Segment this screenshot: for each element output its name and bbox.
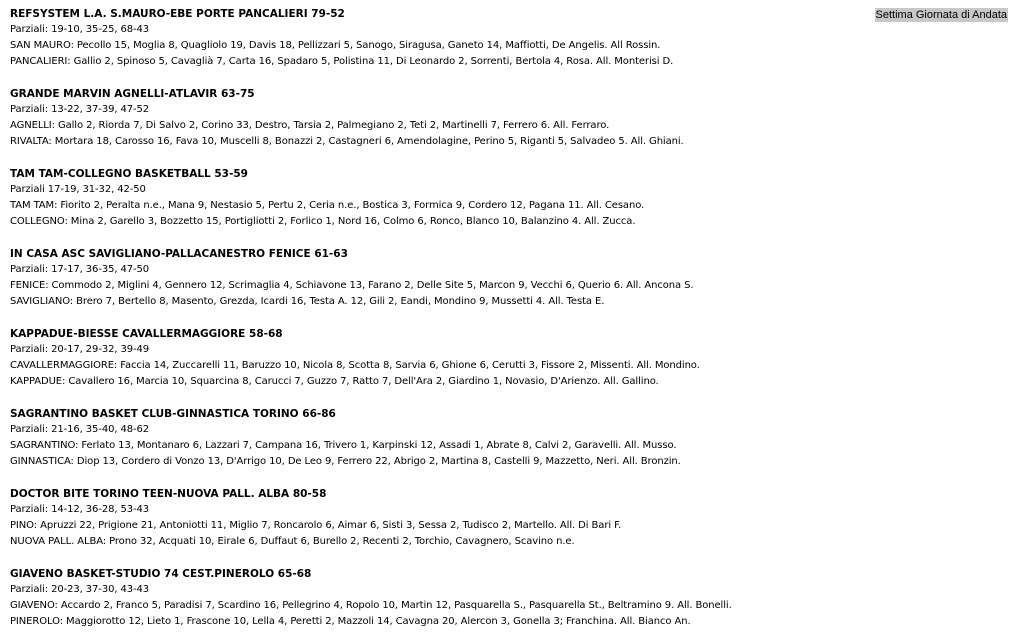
game-title: DOCTOR BITE TORINO TEEN-NUOVA PALL. ALBA 80-58 — [10, 488, 327, 500]
game-result — [10, 86, 850, 150]
game-partials: Parziali: 19-10, 35-25, 68-43 — [10, 24, 150, 35]
game-title: REFSYSTEM L.A. S.MAURO-EBE PORTE PANCALIERI 79-52 — [10, 8, 345, 20]
game-results-list — [10, 6, 850, 636]
game-result — [10, 246, 850, 310]
game-result — [10, 166, 850, 230]
away-team-scorers: COLLEGNO: Mina 2, Garello 3, Bozzetto 15, Portigliotti 2, Forlico 1, Nord 16, Colmo 6, Ronco, Blanco 10, Balanzino 4. All. Zucca. — [10, 216, 636, 227]
home-team-scorers: TAM TAM: Fiorito 2, Peralta n.e., Mana 9, Nestasio 5, Pertu 2, Ceria n.e., Bostica 3, Formica 9, Cordero 12, Pagana 11. All. Cesano. — [10, 200, 645, 211]
away-team-scorers: GINNASTICA: Diop 13, Cordero di Vonzo 13, D'Arrigo 10, De Leo 9, Ferrero 22, Abrigo 2, Martina 8, Castelli 9, Mazzetto, Neri. All. Bronzin. — [10, 456, 681, 467]
home-team-scorers: AGNELLI: Gallo 2, Riorda 7, Di Salvo 2, Corino 33, Destro, Tarsia 2, Palmegiano 2, Teti 2, Martinelli 7, Ferrero 6. All. Ferraro. — [10, 120, 610, 131]
round-badge: Settima Giornata di Andata — [875, 9, 1007, 21]
away-team-scorers: NUOVA PALL. ALBA: Prono 32, Acquati 10, Eirale 6, Duffaut 6, Burello 2, Recenti 2, Torchio, Cavagnero, Scavino n.e. — [10, 536, 575, 547]
game-partials: Parziali: 20-17, 29-32, 39-49 — [10, 344, 150, 355]
game-result — [10, 6, 850, 70]
game-title: KAPPADUE-BIESSE CAVALLERMAGGIORE 58-68 — [10, 328, 283, 340]
away-team-scorers: PANCALIERI: Gallio 2, Spinoso 5, Cavaglià 7, Carta 16, Spadaro 5, Polistina 11, Di Leonardo 2, Sorrenti, Bertola 4, Rosa. All. Monterisi D. — [10, 56, 674, 67]
away-team-scorers: KAPPADUE: Cavallero 16, Marcia 10, Squarcina 8, Carucci 7, Guzzo 7, Ratto 7, Dell'Ara 2, Giardino 1, Novasio, D'Arienzo. All. Gallino. — [10, 376, 659, 387]
game-title: GIAVENO BASKET-STUDIO 74 CEST.PINEROLO 65-68 — [10, 568, 312, 580]
game-partials: Parziali: 21-16, 35-40, 48-62 — [10, 424, 150, 435]
game-partials: Parziali: 14-12, 36-28, 53-43 — [10, 504, 150, 515]
away-team-scorers: SAVIGLIANO: Brero 7, Bertello 8, Masento, Grezda, Icardi 16, Testa A. 12, Gili 2, Eandi, Mondino 9, Mussetti 4. All. Testa E. — [10, 296, 605, 307]
game-title: SAGRANTINO BASKET CLUB-GINNASTICA TORINO 66-86 — [10, 408, 336, 420]
home-team-scorers: CAVALLERMAGGIORE: Faccia 14, Zuccarelli 11, Baruzzo 10, Nicola 8, Scotta 8, Sarvia 6, Ghione 6, Cerutti 3, Fissore 2, Missenti. All. Mondino. — [10, 360, 700, 371]
game-title: TAM TAM-COLLEGNO BASKETBALL 53-59 — [10, 168, 248, 180]
away-team-scorers: RIVALTA: Mortara 18, Carosso 16, Fava 10, Muscelli 8, Bonazzi 2, Castagneri 6, Amendolagine, Perino 5, Riganti 5, Salvadeo 5. All. Ghiani. — [10, 136, 684, 147]
home-team-scorers: SAN MAURO: Pecollo 15, Moglia 8, Quagliolo 19, Davis 18, Pellizzari 5, Sanogo, Siragusa, Ganeto 14, Maffiotti, De Angelis. All Rossin. — [10, 40, 661, 51]
game-result — [10, 406, 850, 470]
game-title: GRANDE MARVIN AGNELLI-ATLAVIR 63-75 — [10, 88, 255, 100]
game-result — [10, 486, 850, 550]
game-title: IN CASA ASC SAVIGLIANO-PALLACANESTRO FENICE 61-63 — [10, 248, 348, 260]
home-team-scorers: PINO: Apruzzi 22, Prigione 21, Antoniotti 11, Miglio 7, Roncarolo 6, Aimar 6, Sisti 3, Sessa 2, Tudisco 2, Martello. All. Di Bari F. — [10, 520, 622, 531]
home-team-scorers: FENICE: Commodo 2, Miglini 4, Gennero 12, Scrimaglia 4, Schiavone 13, Farano 2, Delle Site 5, Marcon 9, Vecchi 6, Querio 6. All. Ancona S. — [10, 280, 694, 291]
game-partials: Parziali 17-19, 31-32, 42-50 — [10, 184, 146, 195]
away-team-scorers: PINEROLO: Maggiorotto 12, Lieto 1, Frascone 10, Lella 4, Peretti 2, Mazzoli 14, Cavagna 20, Alercon 3, Gonella 3; Franchina. All. Bianco An. — [10, 616, 691, 627]
game-partials: Parziali: 17-17, 36-35, 47-50 — [10, 264, 150, 275]
game-result — [10, 326, 850, 390]
game-result — [10, 566, 850, 630]
game-partials: Parziali: 13-22, 37-39, 47-52 — [10, 104, 150, 115]
home-team-scorers: SAGRANTINO: Ferlato 13, Montanaro 6, Lazzari 7, Campana 16, Trivero 1, Karpinski 12, Assadi 1, Abrate 8, Calvi 2, Garavelli. All. Musso. — [10, 440, 677, 451]
home-team-scorers: GIAVENO: Accardo 2, Franco 5, Paradisi 7, Scardino 16, Pellegrino 4, Ropolo 10, Martin 12, Pasquarella S., Pasquarella St., Beltramino 9. All. Bonelli. — [10, 600, 732, 611]
game-partials: Parziali: 20-23, 37-30, 43-43 — [10, 584, 150, 595]
